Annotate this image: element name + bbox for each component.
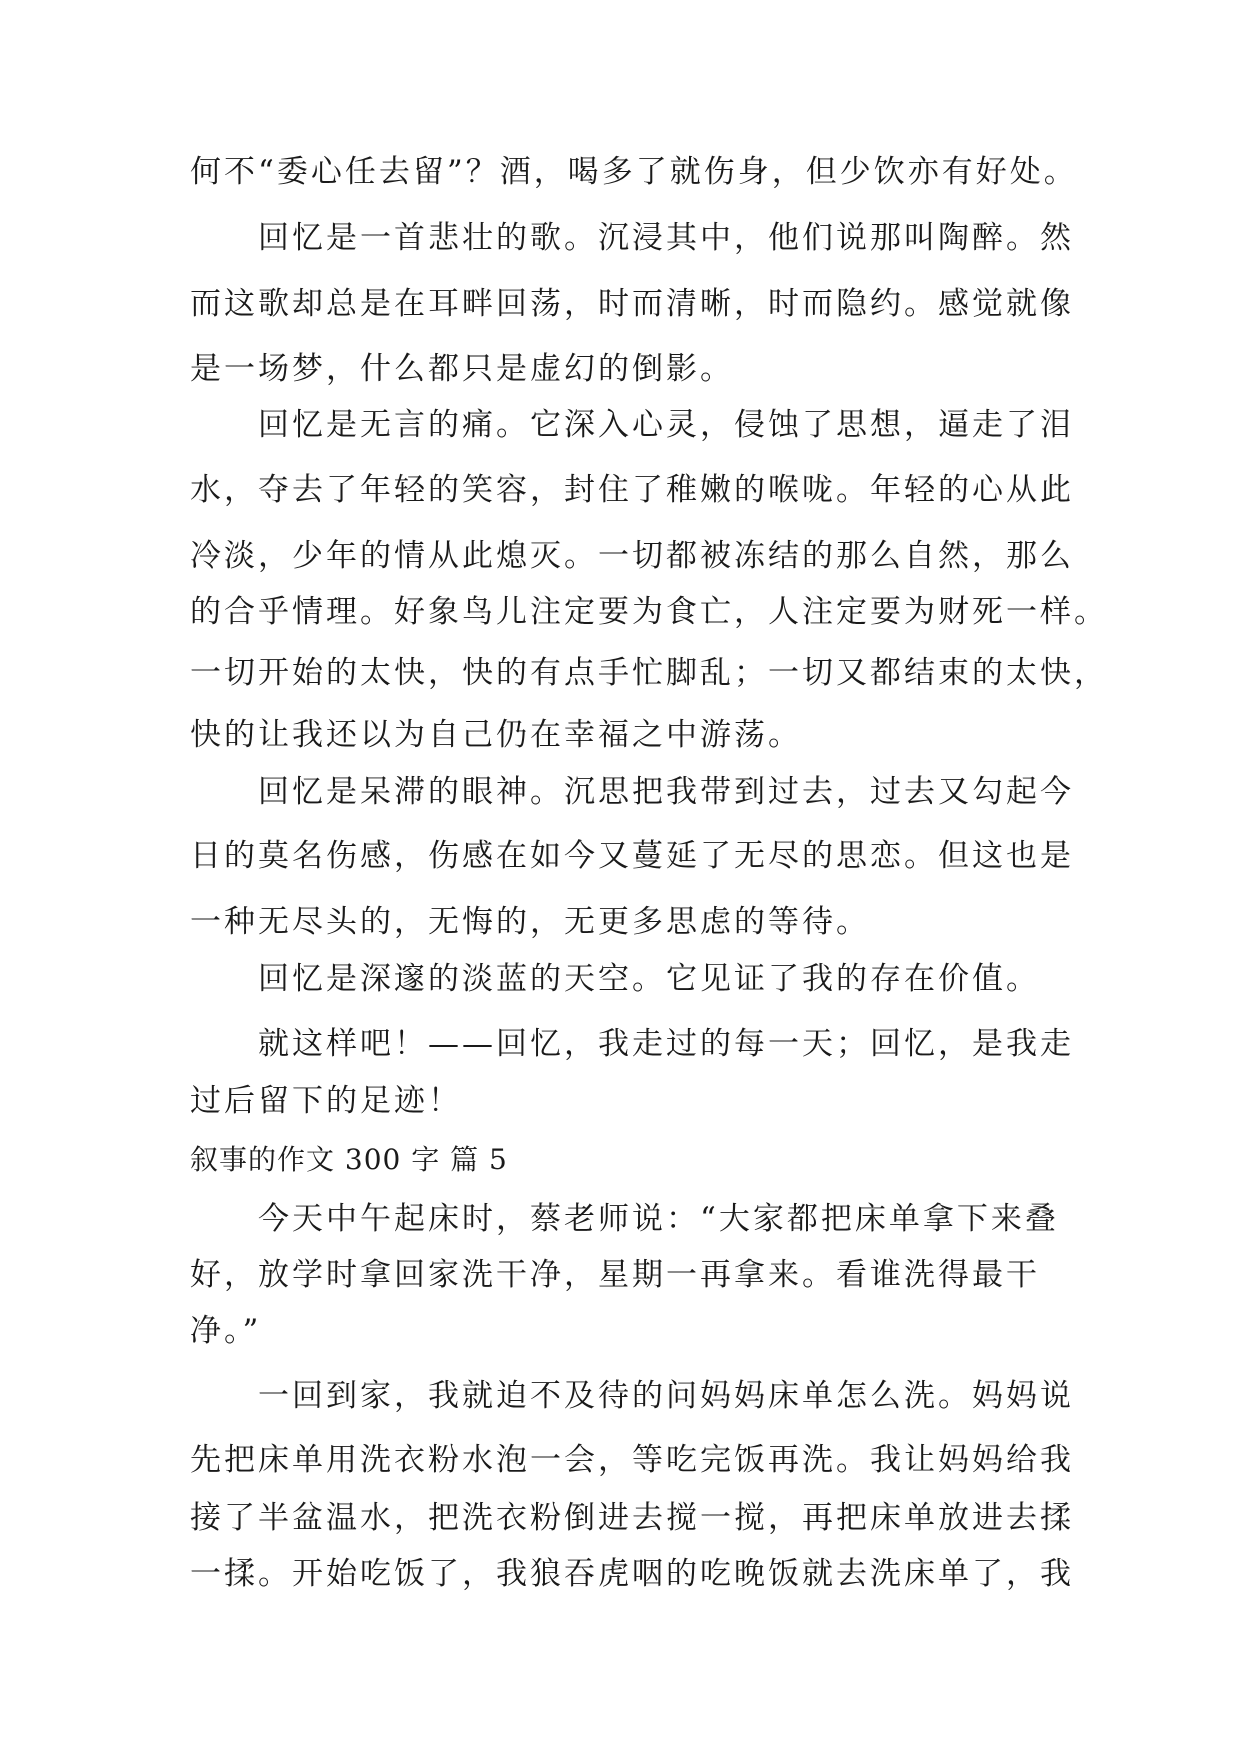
text-line: 今天中午起床时，蔡老师说：“大家都把床单拿下来叠 bbox=[190, 1201, 1059, 1237]
text-line: 先把床单用洗衣粉水泡一会，等吃完饭再洗。我让妈妈给我 bbox=[190, 1442, 1074, 1478]
text-line: 的合乎情理。好象鸟儿注定要为食亡，人注定要为财死一样。 bbox=[190, 594, 1108, 630]
text-line: 回忆是呆滞的眼神。沉思把我带到过去，过去又勾起今 bbox=[190, 774, 1074, 810]
text-line: 一切开始的太快，快的有点手忙脚乱；一切又都结束的太快， bbox=[190, 655, 1108, 691]
text-line: 是一场梦，什么都只是虚幻的倒影。 bbox=[190, 351, 734, 387]
section-heading: 叙事的作文 300 字 篇 5 bbox=[190, 1143, 508, 1176]
text-line: 回忆是深邃的淡蓝的天空。它见证了我的存在价值。 bbox=[190, 961, 1040, 997]
text-line: 一揉。开始吃饭了，我狼吞虎咽的吃晚饭就去洗床单了，我 bbox=[190, 1556, 1074, 1592]
text-line: 而这歌却总是在耳畔回荡，时而清晰，时而隐约。感觉就像 bbox=[190, 286, 1074, 322]
text-line: 就这样吧！——回忆，我走过的每一天；回忆，是我走 bbox=[190, 1026, 1074, 1062]
text-line: 一回到家，我就迫不及待的问妈妈床单怎么洗。妈妈说 bbox=[190, 1378, 1074, 1414]
text-line: 冷淡，少年的情从此熄灭。一切都被冻结的那么自然，那么 bbox=[190, 538, 1074, 574]
text-line: 水，夺去了年轻的笑容，封住了稚嫩的喉咙。年轻的心从此 bbox=[190, 472, 1074, 508]
text-line: 净。” bbox=[190, 1313, 262, 1349]
text-line: 好，放学时拿回家洗干净，星期一再拿来。看谁洗得最干 bbox=[190, 1257, 1040, 1293]
text-line: 过后留下的足迹！ bbox=[190, 1083, 462, 1119]
text-line: 日的莫名伤感，伤感在如今又蔓延了无尽的思恋。但这也是 bbox=[190, 838, 1074, 874]
text-line: 回忆是一首悲壮的歌。沉浸其中，他们说那叫陶醉。然 bbox=[190, 220, 1074, 256]
text-line: 回忆是无言的痛。它深入心灵，侵蚀了思想，逼走了泪 bbox=[190, 407, 1074, 443]
text-line: 快的让我还以为自己仍在幸福之中游荡。 bbox=[190, 717, 802, 753]
text-line: 接了半盆温水，把洗衣粉倒进去搅一搅，再把床单放进去揉 bbox=[190, 1500, 1074, 1536]
text-line: 何不“委心任去留”？酒，喝多了就伤身，但少饮亦有好处。 bbox=[190, 154, 1078, 190]
text-line: 一种无尽头的，无悔的，无更多思虑的等待。 bbox=[190, 904, 870, 940]
